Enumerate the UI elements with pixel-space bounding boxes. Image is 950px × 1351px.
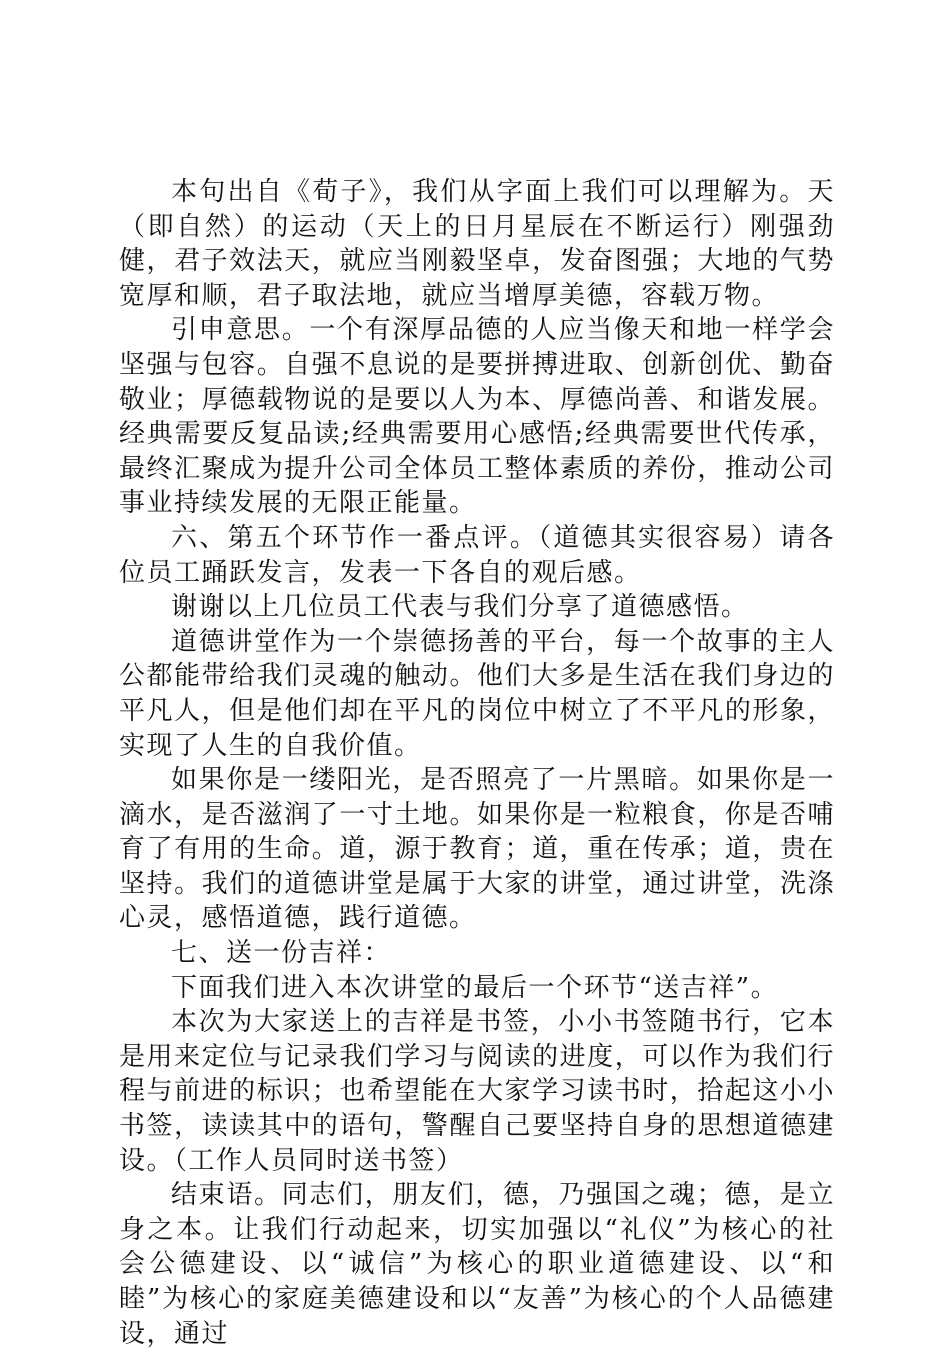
- paragraph-section-seven: 七、送一份吉祥：: [171, 938, 392, 969]
- paragraph-section-six: 六、第五个环节作一番点评。（道德其实很容易）请各位员工踊跃发言，发表一下各自的观后感。: [119, 522, 835, 588]
- paragraph-extended-meaning: 引申意思。一个有深厚品德的人应当像天和地一样学会坚强与包容。自强不息说的是要拼搏进取、创新创优、勤奋敬业；厚德载物说的是要以人为本、厚德尚善、和谐发展。经典需要反复品读;经典需要用心感悟;经典需要世代传承，最终汇聚成为提升公司全体员工整体素质的养份，推动公司事业持续发展的无限正能量。: [119, 315, 835, 519]
- paragraph-moral-platform: 道德讲堂作为一个崇德扬善的平台，每一个故事的主人公都能带给我们灵魂的触动。他们大多是生活在我们身边的平凡人，但是他们却在平凡的岗位中树立了不平凡的形象，实现了人生的自我价值。: [119, 626, 835, 761]
- paragraph-thanks: 谢谢以上几位员工代表与我们分享了道德感悟。: [171, 592, 749, 623]
- paragraph-bookmark: 本次为大家送上的吉祥是书签，小小书签随书行，它本是用来定位与记录我们学习与阅读的进度，可以作为我们行程与前进的标识；也希望能在大家学习读书时，拾起这小小书签，读读其中的语句，警醒自己要坚持自身的思想道德建设。（工作人员同时送书签）: [119, 1007, 835, 1176]
- paragraph-xunzi-explanation: 本句出自《荀子》，我们从字面上我们可以理解为。天（即自然）的运动（天上的日月星辰在不断运行）刚强劲健，君子效法天，就应当刚毅坚卓，发奋图强；大地的气势宽厚和顺，君子取法地，就应当增厚美德，容载万物。: [119, 177, 835, 311]
- paragraph-sunlight: 如果你是一缕阳光，是否照亮了一片黑暗。如果你是一滴水，是否滋润了一寸土地。如果你是一粒粮食，你是否哺育了有用的生命。道，源于教育；道，重在传承；道，贵在坚持。我们的道德讲堂是属于大家的讲堂，通过讲堂，洗涤心灵，感悟道德，践行道德。: [119, 765, 835, 934]
- paragraph-closing: 结束语。同志们，朋友们，德，乃强国之魂；德，是立身之本。让我们行动起来，切实加强以“礼仪”为核心的社会公德建设、以“诚信”为核心的职业道德建设、以“和睦”为核心的家庭美德建设和以“友善”为核心的个人品德建设，通过: [119, 1180, 835, 1349]
- paragraph-final-segment: 下面我们进入本次讲堂的最后一个环节“送吉祥”。: [171, 972, 779, 1003]
